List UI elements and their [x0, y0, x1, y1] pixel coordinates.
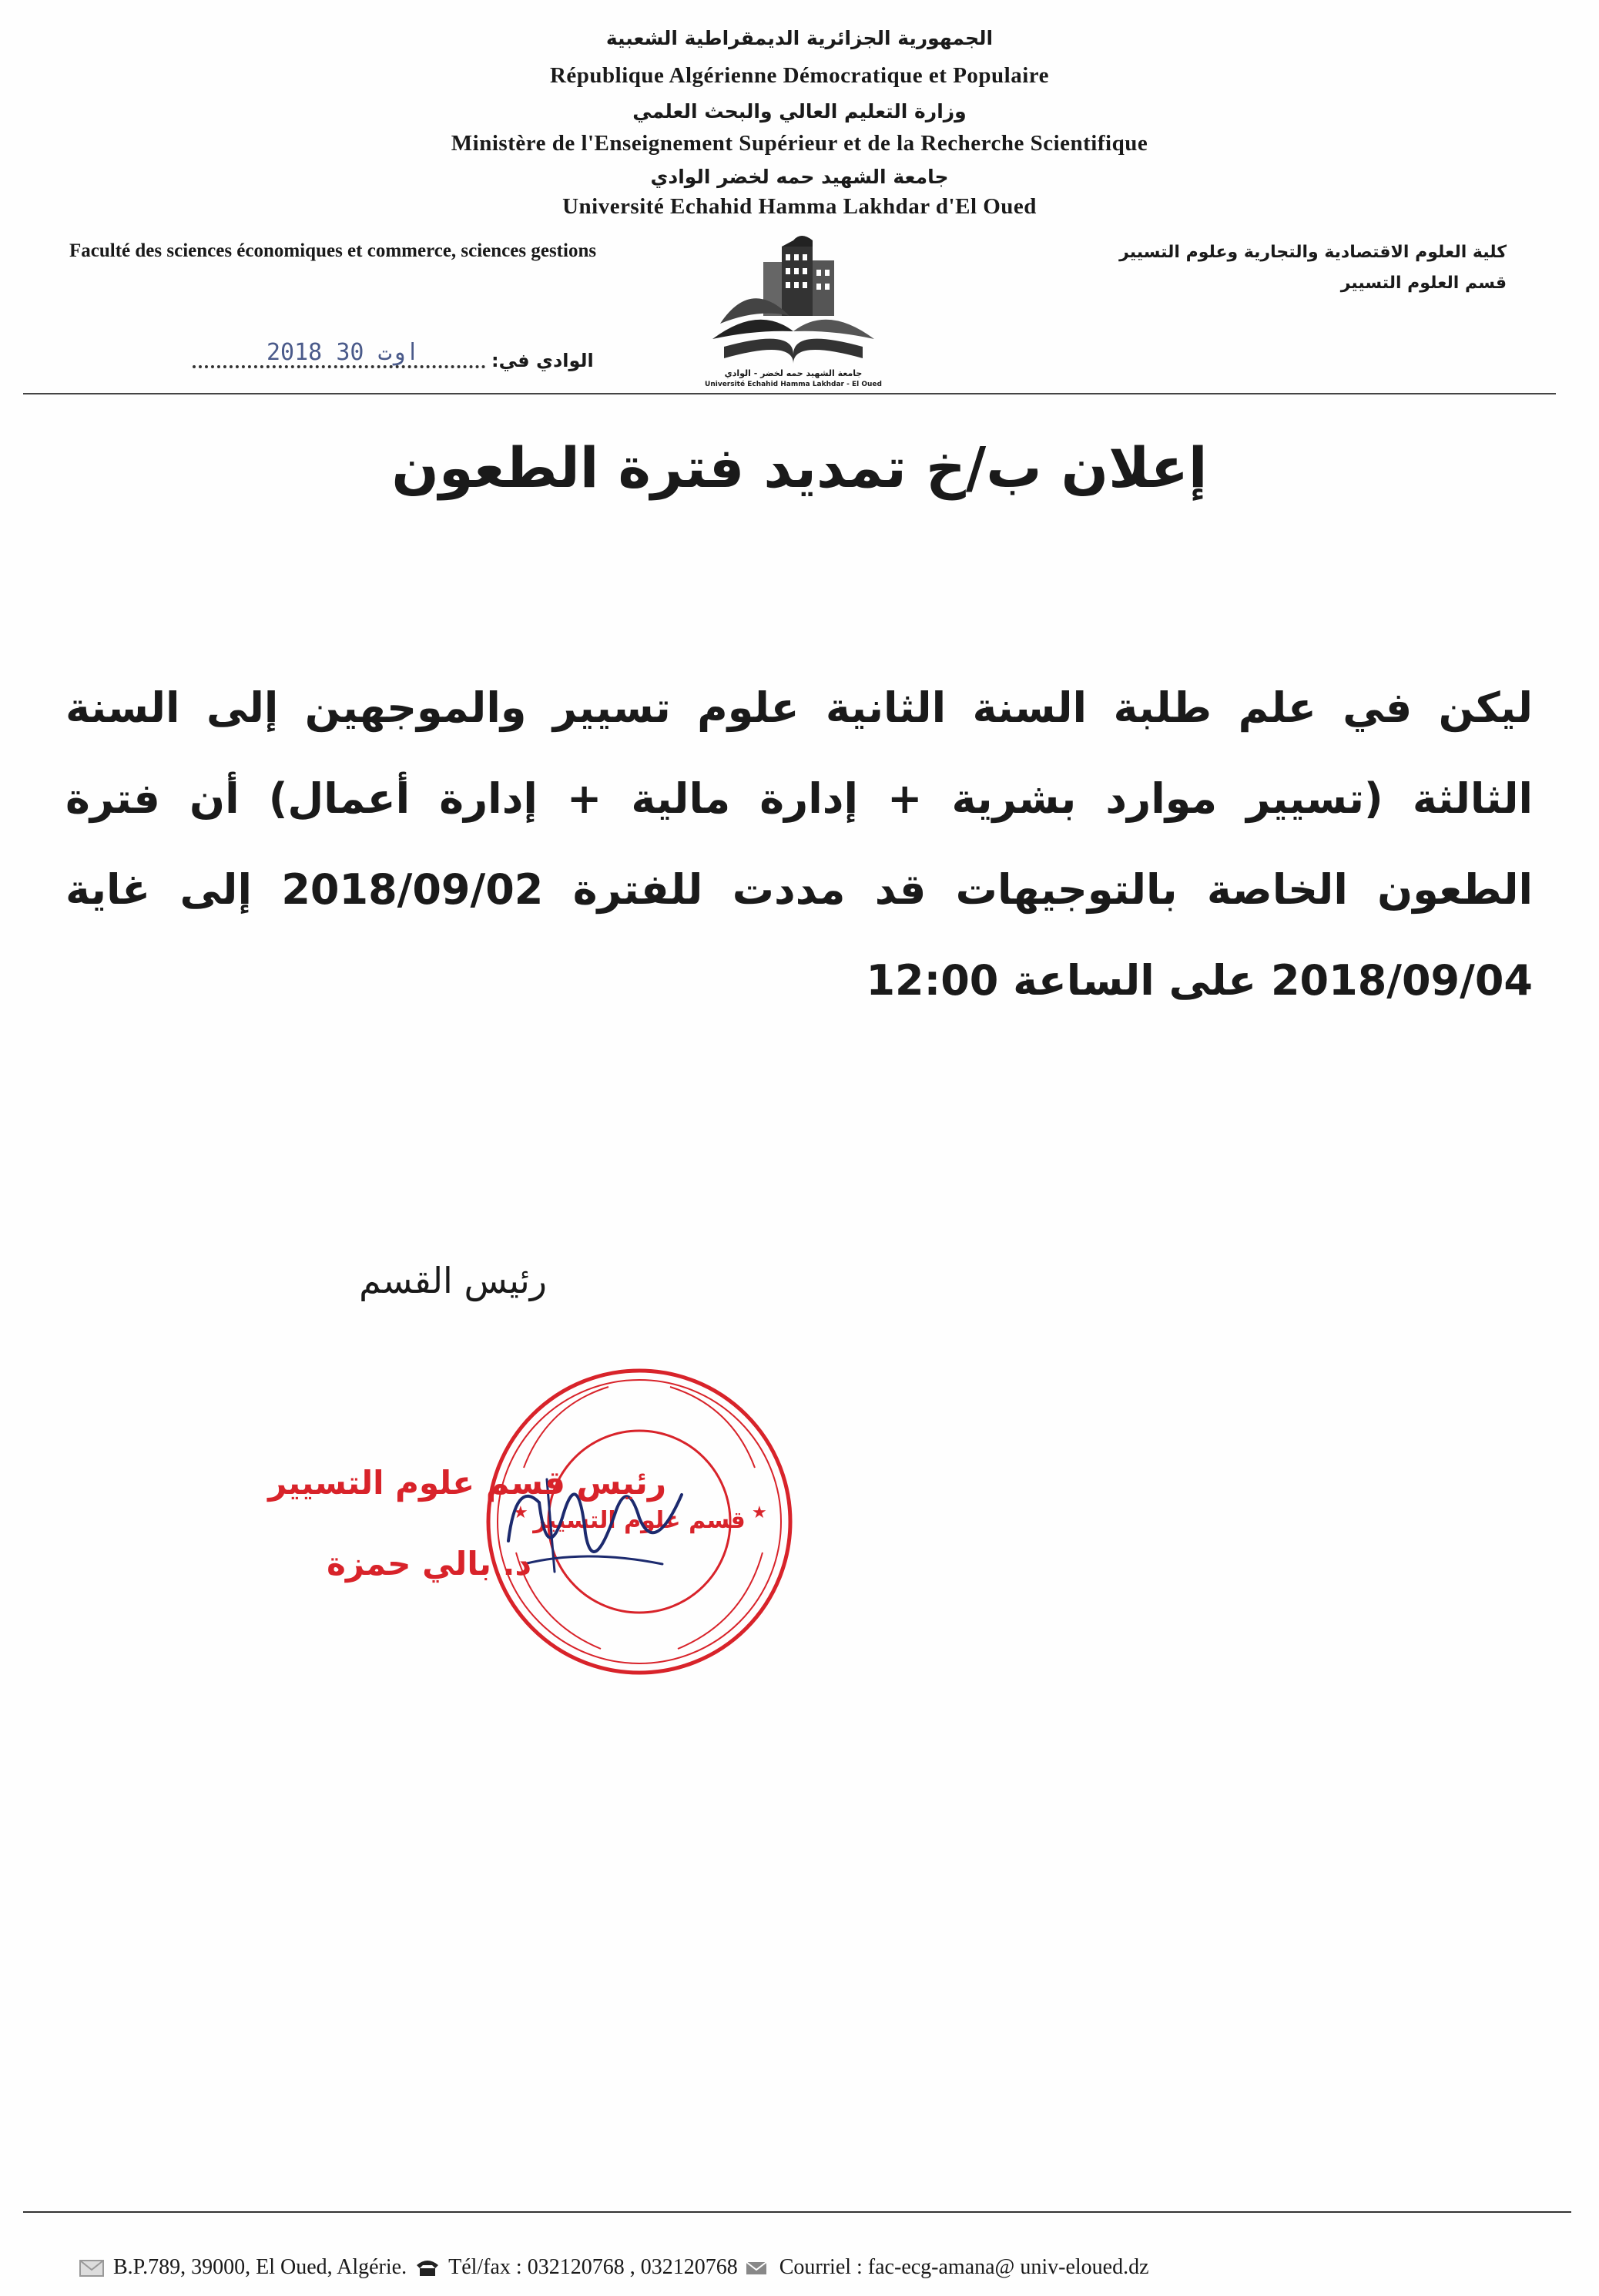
document-title: إعلان ب/خ تمديد فترة الطعون	[391, 435, 1208, 500]
logo-caption-fr: Université Echahid Hamma Lakhdar - El Oued	[705, 381, 882, 388]
header-divider	[23, 393, 1556, 394]
date-dotted-line	[193, 365, 485, 368]
stamp-department-head: رئيس قسم علوم التسيير	[268, 1464, 666, 1502]
ministry-ar: وزارة التعليم العالي والبحث العلمي	[632, 100, 967, 123]
footer-divider	[23, 2211, 1571, 2213]
svg-text:★: ★	[513, 1503, 528, 1522]
svg-text:★: ★	[752, 1503, 767, 1522]
seal-center-text: قسم علوم التسيير	[533, 1507, 746, 1534]
logo-caption	[697, 368, 890, 390]
mail-icon	[743, 2256, 774, 2279]
ministry-fr: Ministère de l'Enseignement Supérieur et de la Recherche Scientifique	[451, 131, 1148, 156]
republic-fr: République Algérienne Démocratique et Populaire	[549, 63, 1050, 88]
announcement-body: ليكن في علم طلبة السنة الثانية علوم تسيير والموجهين إلى السنة الثالثة (تسيير موارد بشرية + إدارة مالية + إدارة أعمال) أن فترة الطعون الخاصة بالتوجيهات قد مددت للفترة 2018/09/02 إلى غاية 2018/09/04 على الساعة 12:00	[65, 683, 1533, 1005]
logo-icon	[697, 231, 890, 368]
signature-title: رئيس القسم	[359, 1260, 547, 1301]
university-ar: جامعة الشهيد حمه لخضر الوادي	[650, 166, 949, 188]
faculty-department-ar	[967, 237, 1507, 299]
university-fr: Université Echahid Hamma Lakhdar d'El Oued	[562, 194, 1037, 219]
logo-caption-ar: جامعة الشهيد حمه لخضر - الوادي	[724, 368, 863, 378]
footer-address: B.P.789, 39000, El Oued, Algérie.	[113, 2254, 407, 2279]
date-field	[193, 339, 624, 385]
department-ar: قسم العلوم التسيير	[1340, 274, 1507, 293]
faculty-ar: كلية العلوم الاقتصادية والتجارية وعلوم التسيير	[1119, 243, 1507, 262]
envelope-icon	[77, 2256, 108, 2279]
faculty-fr: Faculté des sciences économiques et commerce, sciences gestions	[69, 240, 597, 261]
date-stamp: 2018 اوت 30	[266, 339, 420, 366]
stamp-name: د. بالي حمزة	[327, 1545, 531, 1583]
phone-icon	[412, 2256, 443, 2279]
republic-ar: الجمهورية الجزائرية الديمقراطية الشعبية	[605, 27, 994, 49]
footer-email: Courriel : fac-ecg-amana@ univ-eloued.dz	[779, 2254, 1149, 2279]
footer	[77, 2254, 1579, 2280]
date-label: الوادي في:	[491, 350, 594, 371]
university-logo	[697, 231, 890, 393]
footer-phone: Tél/fax : 032120768 , 032120768	[448, 2254, 738, 2279]
